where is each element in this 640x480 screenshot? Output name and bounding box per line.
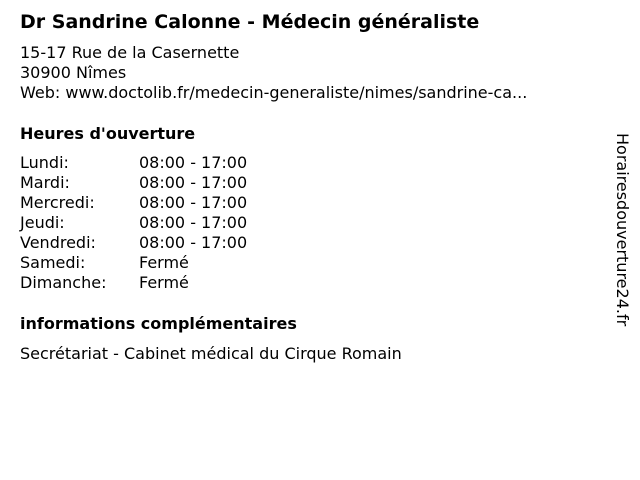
opening-hours-heading: Heures d'ouverture bbox=[20, 124, 196, 143]
page-title: Dr Sandrine Calonne - Médecin généraliste bbox=[20, 11, 480, 33]
hours-value: 08:00 - 17:00 bbox=[139, 233, 248, 252]
hours-row-monday bbox=[20, 153, 320, 173]
day-label: Mercredi: bbox=[20, 193, 95, 212]
hours-value: 08:00 - 17:00 bbox=[139, 213, 248, 232]
city-address: 30900 Nîmes bbox=[20, 63, 127, 82]
hours-row-tuesday bbox=[20, 173, 320, 193]
site-brand-watermark: Horairesdouverture24.fr bbox=[613, 133, 632, 327]
day-label: Jeudi: bbox=[20, 213, 65, 232]
street-address: 15-17 Rue de la Casernette bbox=[20, 43, 240, 62]
hours-row-wednesday bbox=[20, 193, 320, 213]
day-label: Dimanche: bbox=[20, 273, 107, 292]
hours-row-thursday bbox=[20, 213, 320, 233]
hours-value: 08:00 - 17:00 bbox=[139, 173, 248, 192]
hours-value: 08:00 - 17:00 bbox=[139, 153, 248, 172]
day-label: Mardi: bbox=[20, 173, 70, 192]
day-label: Lundi: bbox=[20, 153, 69, 172]
hours-value: 08:00 - 17:00 bbox=[139, 193, 248, 212]
hours-row-sunday bbox=[20, 273, 320, 293]
day-label: Vendredi: bbox=[20, 233, 96, 252]
address-block bbox=[20, 43, 527, 103]
additional-info-heading: informations complémentaires bbox=[20, 314, 297, 333]
hours-row-friday bbox=[20, 233, 320, 253]
hours-value: Fermé bbox=[139, 273, 189, 292]
hours-value: Fermé bbox=[139, 253, 189, 272]
opening-hours-table bbox=[20, 153, 320, 293]
hours-row-saturday bbox=[20, 253, 320, 273]
day-label: Samedi: bbox=[20, 253, 86, 272]
additional-info-text: Secrétariat - Cabinet médical du Cirque Romain bbox=[20, 344, 402, 363]
website-link[interactable]: Web: www.doctolib.fr/medecin-generaliste/nimes/sandrine-ca... bbox=[20, 83, 528, 102]
